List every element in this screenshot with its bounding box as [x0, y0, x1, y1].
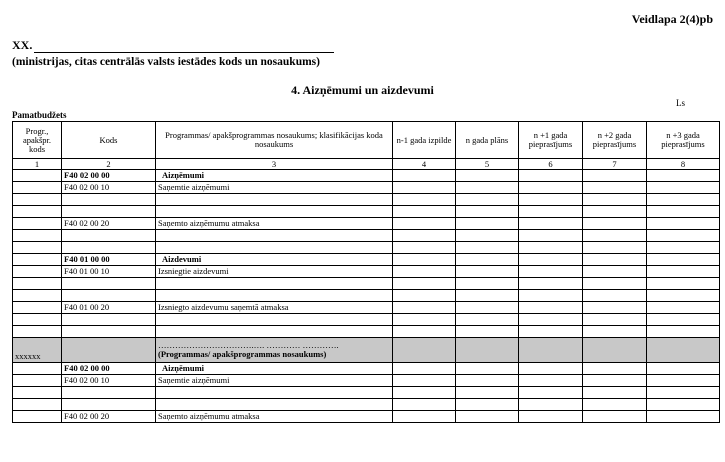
value-cell — [647, 302, 720, 314]
value-cell — [647, 338, 720, 363]
table-row — [13, 411, 720, 423]
name-cell — [156, 290, 393, 302]
value-cell — [647, 182, 720, 194]
value-cell — [393, 182, 456, 194]
value-cell — [519, 278, 583, 290]
table-row — [13, 230, 720, 242]
value-cell — [647, 399, 720, 411]
header-cell: Programmas/ apakšprogrammas nosaukums; klasifikācijas koda nosaukums — [156, 122, 393, 159]
value-cell — [583, 218, 647, 230]
value-cell — [583, 194, 647, 206]
name-cell: Aizņēmumi — [156, 170, 393, 182]
code-cell — [62, 314, 156, 326]
ministry-subtitle: (ministrijas, citas centrālās valsts iestādes kods un nosaukums) — [12, 56, 320, 68]
budget-label: Pamatbudžets — [12, 110, 67, 120]
table-row — [13, 302, 720, 314]
value-cell — [393, 194, 456, 206]
value-cell — [583, 170, 647, 182]
column-number: 5 — [456, 159, 519, 170]
value-cell — [393, 399, 456, 411]
name-cell — [156, 242, 393, 254]
value-cell — [456, 242, 519, 254]
value-cell — [393, 170, 456, 182]
value-cell — [456, 218, 519, 230]
value-cell — [393, 242, 456, 254]
value-cell — [519, 314, 583, 326]
value-cell — [393, 254, 456, 266]
table-row — [13, 218, 720, 230]
ministry-underline — [34, 52, 334, 53]
value-cell — [519, 338, 583, 363]
value-cell — [456, 387, 519, 399]
value-cell — [393, 314, 456, 326]
program-code-cell — [13, 411, 62, 423]
value-cell — [456, 399, 519, 411]
code-cell: F40 02 00 20 — [62, 411, 156, 423]
table-row — [13, 278, 720, 290]
value-cell — [583, 290, 647, 302]
column-number: 6 — [519, 159, 583, 170]
header-row — [13, 122, 720, 159]
value-cell — [647, 290, 720, 302]
name-cell: Izsniegtie aizdevumi — [156, 266, 393, 278]
table-row — [13, 387, 720, 399]
value-cell — [519, 290, 583, 302]
value-cell — [456, 375, 519, 387]
header-cell: Progr., apakšpr. kods — [13, 122, 62, 159]
value-cell — [519, 230, 583, 242]
value-cell — [519, 254, 583, 266]
name-cell: Saņemtie aizņēmumi — [156, 182, 393, 194]
table-row — [13, 363, 720, 375]
value-cell — [583, 182, 647, 194]
program-row — [13, 338, 720, 363]
currency-label: Ls — [676, 98, 685, 108]
header-cell: Kods — [62, 122, 156, 159]
value-cell — [519, 326, 583, 338]
value-cell — [519, 363, 583, 375]
program-code-cell: xxxxxx — [13, 338, 62, 363]
program-code-cell — [13, 206, 62, 218]
value-cell — [583, 387, 647, 399]
value-cell — [583, 278, 647, 290]
value-cell — [456, 182, 519, 194]
program-name-hint: (Programmas/ apakšprogrammas nosaukums) — [158, 349, 327, 359]
value-cell — [647, 230, 720, 242]
value-cell — [647, 363, 720, 375]
table-row — [13, 266, 720, 278]
value-cell — [393, 218, 456, 230]
value-cell — [519, 182, 583, 194]
name-cell: Izsniegto aizdevumu saņemtā atmaksa — [156, 302, 393, 314]
value-cell — [583, 266, 647, 278]
ministry-line: XX. — [12, 38, 33, 52]
program-name-placeholder: …………………………….…. ………… …………. — [158, 340, 339, 350]
code-cell — [62, 290, 156, 302]
program-code-cell — [13, 363, 62, 375]
table-row — [13, 375, 720, 387]
value-cell — [393, 278, 456, 290]
name-cell — [156, 230, 393, 242]
program-code-cell — [13, 230, 62, 242]
code-cell: F40 02 00 00 — [62, 363, 156, 375]
value-cell — [456, 411, 519, 423]
form-id: Veidlapa 2(4)pb — [631, 12, 713, 26]
code-cell — [62, 278, 156, 290]
value-cell — [456, 302, 519, 314]
column-number: 4 — [393, 159, 456, 170]
name-cell — [156, 399, 393, 411]
name-cell: Saņemto aizņēmumu atmaksa — [156, 218, 393, 230]
name-cell — [156, 278, 393, 290]
value-cell — [583, 399, 647, 411]
program-code-cell — [13, 182, 62, 194]
table-row — [13, 399, 720, 411]
value-cell — [647, 314, 720, 326]
value-cell — [393, 230, 456, 242]
value-cell — [519, 206, 583, 218]
value-cell — [393, 206, 456, 218]
code-cell — [62, 338, 156, 363]
value-cell — [519, 266, 583, 278]
value-cell — [647, 326, 720, 338]
code-cell — [62, 387, 156, 399]
table-row — [13, 254, 720, 266]
column-number: 3 — [156, 159, 393, 170]
code-cell — [62, 399, 156, 411]
value-cell — [393, 411, 456, 423]
value-cell — [519, 170, 583, 182]
code-cell: F40 01 00 00 — [62, 254, 156, 266]
value-cell — [456, 170, 519, 182]
program-code-cell — [13, 399, 62, 411]
program-code-cell — [13, 375, 62, 387]
value-cell — [583, 242, 647, 254]
value-cell — [647, 206, 720, 218]
value-cell — [583, 363, 647, 375]
program-code-cell — [13, 314, 62, 326]
table-row — [13, 242, 720, 254]
header-cell: n +2 gada pieprasījums — [583, 122, 647, 159]
value-cell — [583, 338, 647, 363]
value-cell — [456, 363, 519, 375]
value-cell — [647, 218, 720, 230]
name-cell — [156, 314, 393, 326]
value-cell — [519, 399, 583, 411]
value-cell — [393, 387, 456, 399]
program-code-cell — [13, 278, 62, 290]
value-cell — [583, 254, 647, 266]
value-cell — [456, 206, 519, 218]
table-row — [13, 314, 720, 326]
value-cell — [456, 266, 519, 278]
column-number: 2 — [62, 159, 156, 170]
header-cell: n-1 gada izpilde — [393, 122, 456, 159]
value-cell — [647, 266, 720, 278]
value-cell — [583, 326, 647, 338]
value-cell — [393, 338, 456, 363]
value-cell — [456, 326, 519, 338]
section-title: 4. Aizņēmumi un aizdevumi — [291, 83, 434, 97]
table-row — [13, 290, 720, 302]
value-cell — [456, 338, 519, 363]
header-cell: n +1 gada pieprasījums — [519, 122, 583, 159]
value-cell — [393, 375, 456, 387]
value-cell — [583, 302, 647, 314]
program-code-cell — [13, 218, 62, 230]
program-code-cell — [13, 326, 62, 338]
name-cell — [156, 387, 393, 399]
code-cell: F40 02 00 20 — [62, 218, 156, 230]
value-cell — [393, 363, 456, 375]
value-cell — [456, 254, 519, 266]
table-row — [13, 194, 720, 206]
column-number: 8 — [647, 159, 720, 170]
value-cell — [647, 194, 720, 206]
value-cell — [519, 194, 583, 206]
program-code-cell — [13, 302, 62, 314]
value-cell — [647, 387, 720, 399]
value-cell — [393, 326, 456, 338]
table-row — [13, 326, 720, 338]
value-cell — [456, 314, 519, 326]
table-row — [13, 182, 720, 194]
name-cell — [156, 338, 393, 363]
column-number: 7 — [583, 159, 647, 170]
value-cell — [519, 218, 583, 230]
value-cell — [393, 302, 456, 314]
program-code-cell — [13, 290, 62, 302]
value-cell — [647, 170, 720, 182]
value-cell — [456, 194, 519, 206]
value-cell — [456, 278, 519, 290]
value-cell — [519, 411, 583, 423]
value-cell — [647, 278, 720, 290]
value-cell — [583, 230, 647, 242]
value-cell — [456, 230, 519, 242]
program-code-cell — [13, 387, 62, 399]
code-cell — [62, 194, 156, 206]
code-cell: F40 01 00 20 — [62, 302, 156, 314]
code-cell — [62, 242, 156, 254]
code-cell — [62, 206, 156, 218]
loans-table — [12, 121, 720, 423]
code-cell — [62, 230, 156, 242]
column-number: 1 — [13, 159, 62, 170]
table-row — [13, 206, 720, 218]
value-cell — [583, 206, 647, 218]
program-code-cell — [13, 254, 62, 266]
value-cell — [519, 302, 583, 314]
value-cell — [583, 375, 647, 387]
name-cell — [156, 326, 393, 338]
code-cell: F40 02 00 10 — [62, 182, 156, 194]
header-cell: n gada plāns — [456, 122, 519, 159]
value-cell — [647, 242, 720, 254]
name-cell: Saņemto aizņēmumu atmaksa — [156, 411, 393, 423]
column-number-row — [13, 159, 720, 170]
name-cell: Aizdevumi — [156, 254, 393, 266]
program-code-cell — [13, 242, 62, 254]
program-code-cell — [13, 266, 62, 278]
name-cell: Saņemtie aizņēmumi — [156, 375, 393, 387]
value-cell — [583, 411, 647, 423]
code-cell: F40 02 00 00 — [62, 170, 156, 182]
header-cell: n +3 gada pieprasījums — [647, 122, 720, 159]
value-cell — [519, 387, 583, 399]
value-cell — [647, 254, 720, 266]
name-cell — [156, 194, 393, 206]
value-cell — [647, 375, 720, 387]
code-cell — [62, 326, 156, 338]
program-code-cell — [13, 170, 62, 182]
program-code-cell — [13, 194, 62, 206]
value-cell — [583, 314, 647, 326]
code-cell: F40 02 00 10 — [62, 375, 156, 387]
value-cell — [519, 242, 583, 254]
value-cell — [393, 290, 456, 302]
name-cell: Aizņēmumi — [156, 363, 393, 375]
value-cell — [456, 290, 519, 302]
value-cell — [393, 266, 456, 278]
value-cell — [519, 375, 583, 387]
name-cell — [156, 206, 393, 218]
code-cell: F40 01 00 10 — [62, 266, 156, 278]
table-row — [13, 170, 720, 182]
value-cell — [647, 411, 720, 423]
